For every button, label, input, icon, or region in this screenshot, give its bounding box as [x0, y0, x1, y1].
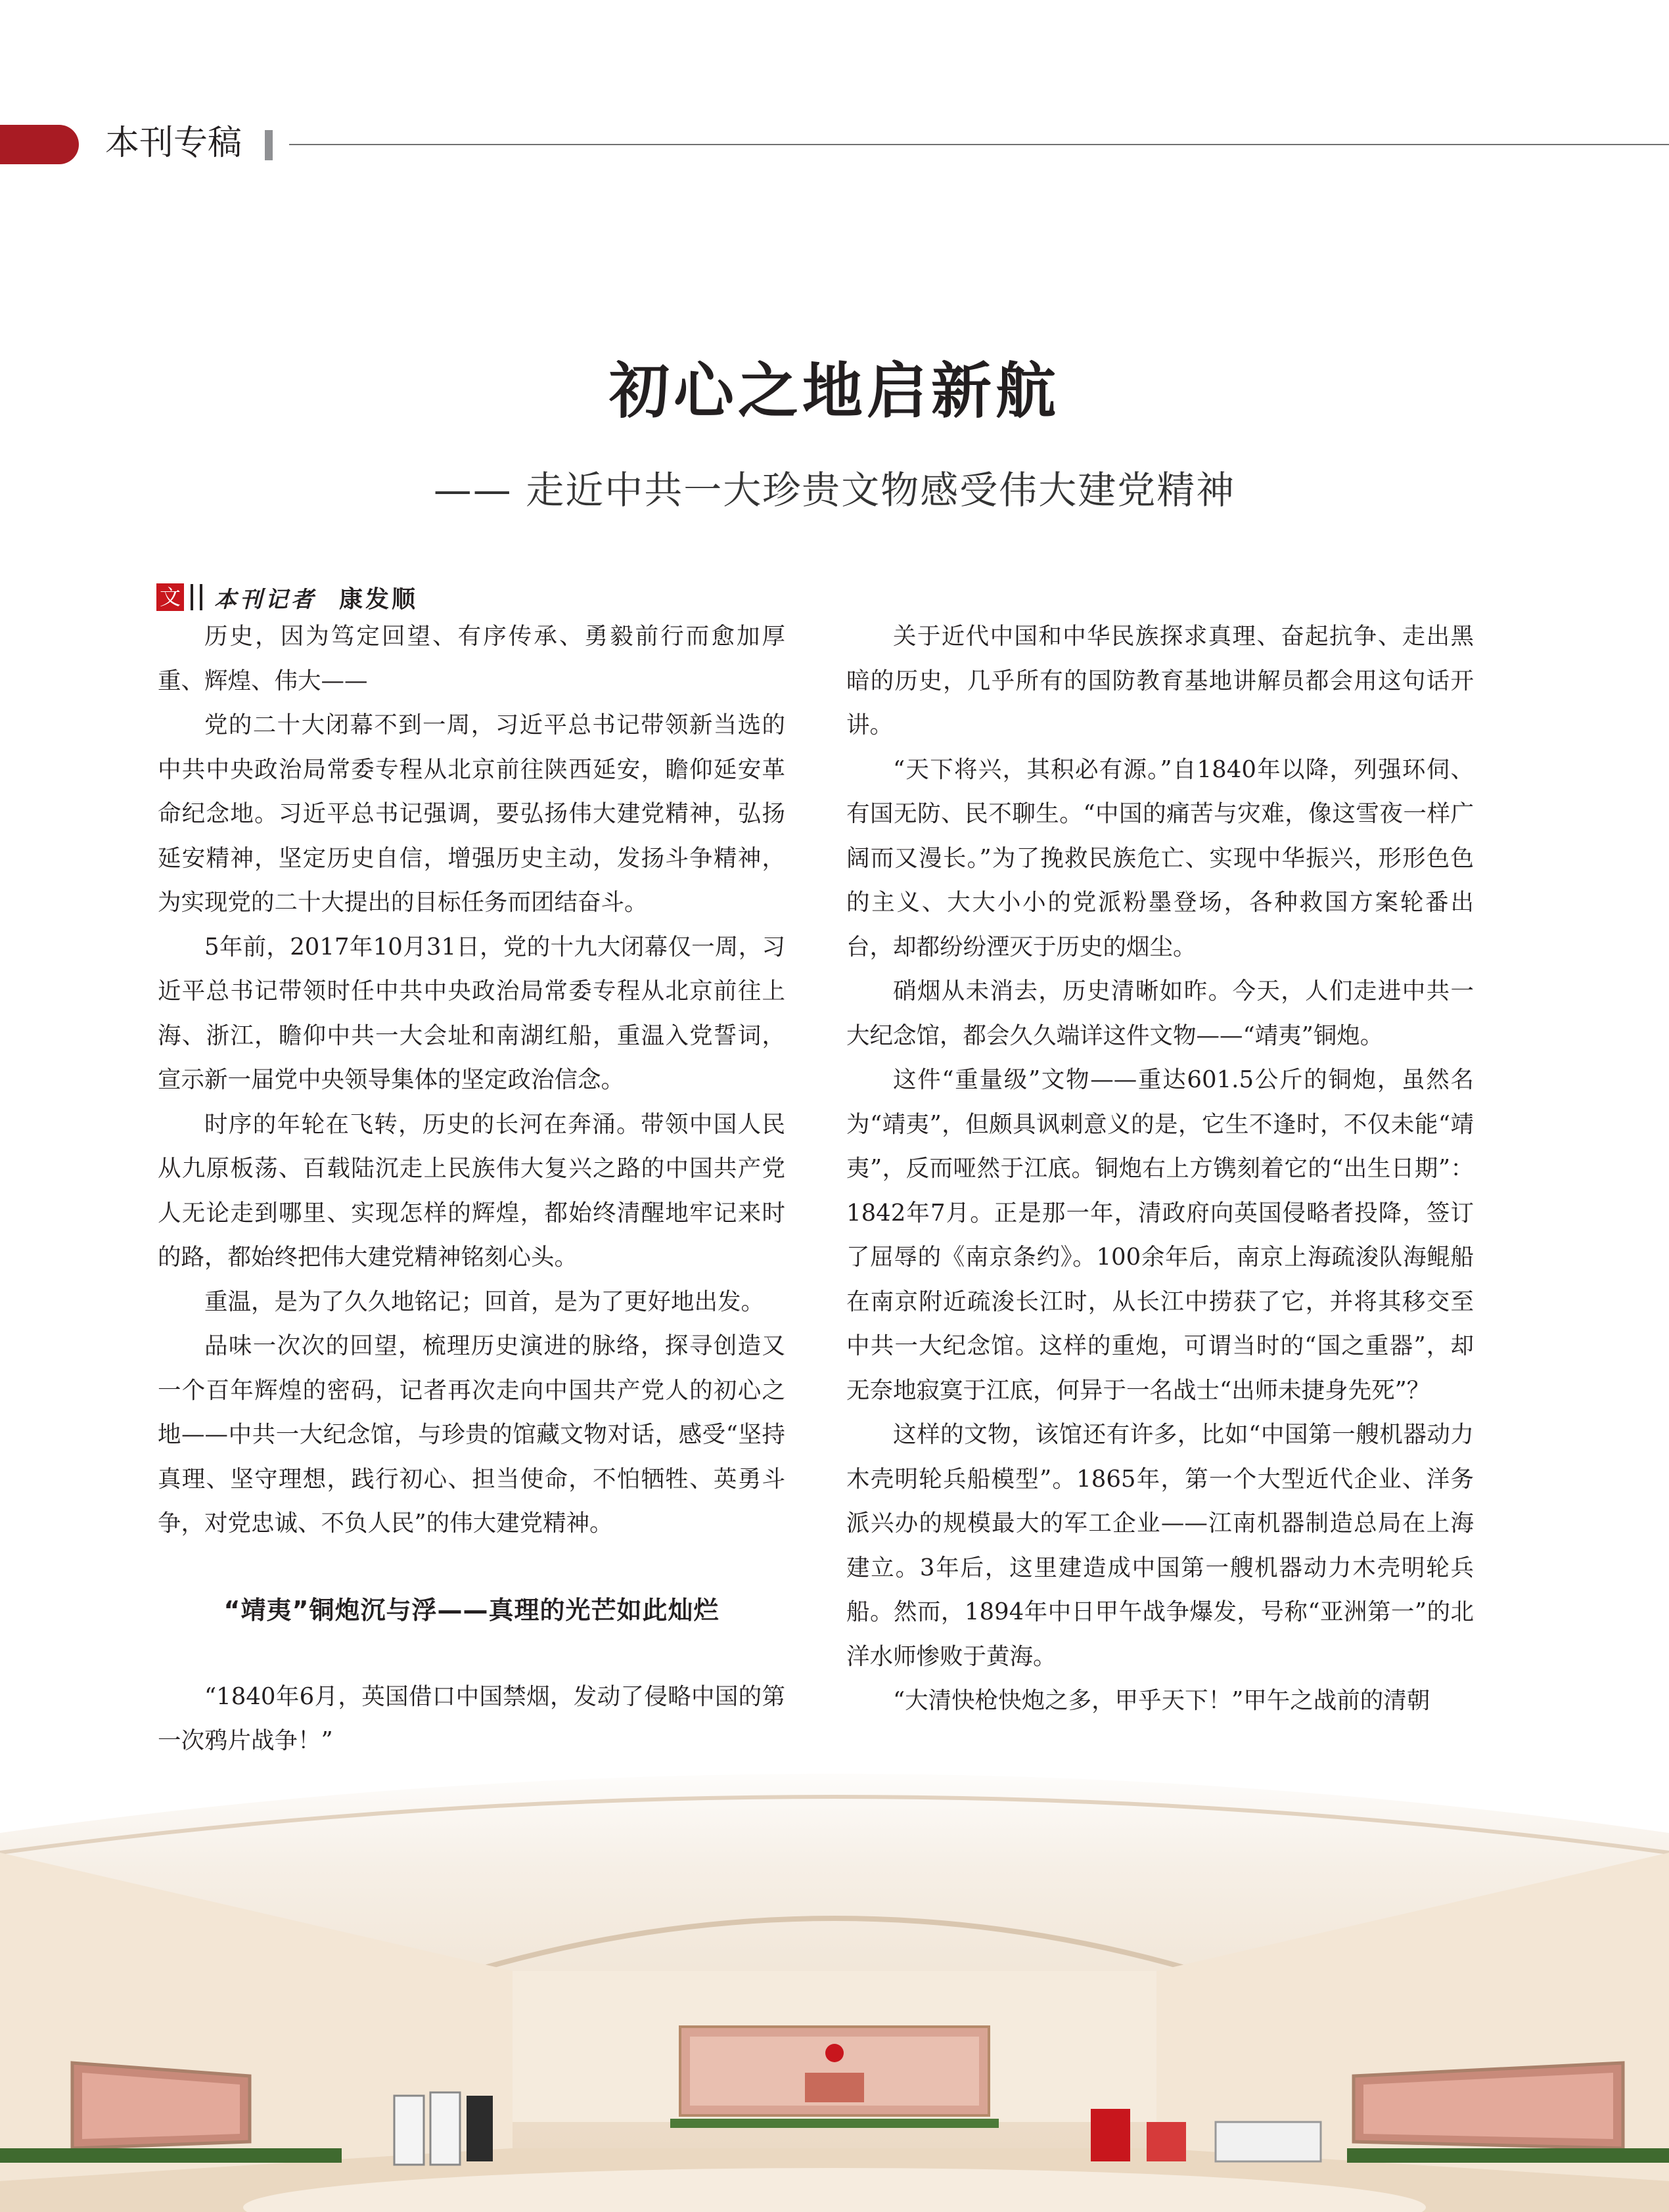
byline-divider	[191, 584, 202, 610]
paragraph: 历史，因为笃定回望、有序传承、勇毅前行而愈加厚重、辉煌、伟大——	[158, 623, 785, 694]
paragraph: “天下将兴，其积必有源。”自1840年以降，列强环伺、有国无防、民不聊生。“中国的痛苦与灾难，像这雪夜一样广阔而又漫长。”为了挽救民族危亡、实现中华振兴，形形色色的主义、大大小小的党派粉墨登场，各种救国方案轮番出台，却都纷纷湮灭于历史的烟尘。	[846, 756, 1474, 960]
text-badge-icon: 文	[156, 583, 184, 611]
header-rule	[289, 144, 1669, 145]
panoramic-hall-photo	[0, 1754, 1669, 2212]
paragraph: 品味一次次的回望，梳理历史演进的脉络，探寻创造又一个百年辉煌的密码，记者再次走向中国共产党人的初心之地——中共一大纪念馆，与珍贵的馆藏文物对话，感受“坚持真理、坚守理想，践行初心、担当使命，不怕牺牲、英勇斗争，对党忠诚、不负人民”的伟大建党精神。	[158, 1332, 785, 1537]
paragraph: 时序的年轮在飞转，历史的长河在奔涌。带领中国人民从九原板荡、百载陆沉走上民族伟大复兴之路的中国共产党人无论走到哪里、实现怎样的辉煌，都始终清醒地牢记来时的路，都始终把伟大建党精神铭刻心头。	[158, 1110, 785, 1271]
byline	[156, 581, 418, 614]
paragraph: 这件“重量级”文物——重达601.5公斤的铜炮，虽然名为“靖夷”，但颇具讽刺意义的是，它生不逢时，不仅未能“靖夷”，反而哑然于江底。铜炮右上方镌刻着它的“出生日期”：1842年7月。正是那一年，清政府向英国侵略者投降，签订了屈辱的《南京条约》。100余年后，南京上海疏浚队海鲲船在南京附近疏浚长江时，从长江中捞获了它，并将其移交至中共一大纪念馆。这样的重炮，可谓当时的“国之重器”，却无奈地寂寞于江底，何异于一名战士“出师未捷身先死”？	[846, 1066, 1474, 1404]
section-divider-bar	[265, 130, 273, 160]
paragraph: “1840年6月，英国借口中国禁烟，发动了侵略中国的第一次鸦片战争！”	[158, 1682, 785, 1754]
section-label: 本刊专稿	[105, 124, 242, 163]
paragraph: 硝烟从未消去，历史清晰如昨。今天，人们走进中共一大纪念馆，都会久久端详这件文物——“靖夷”铜炮。	[846, 978, 1474, 1049]
hall-illustration	[0, 1754, 1669, 2212]
paragraph: 关于近代中国和中华民族探求真理、奋起抗争、走出黑暗的历史，几乎所有的国防教育基地讲解员都会用这句话开讲。	[846, 623, 1474, 738]
byline-role: 本刊记者	[214, 586, 317, 613]
paragraph: 党的二十大闭幕不到一周，习近平总书记带领新当选的中共中央政治局常委专程从北京前往陕西延安，瞻仰延安革命纪念地。习近平总书记强调，要弘扬伟大建党精神，弘扬延安精神，坚定历史自信，增强历史主动，发扬斗争精神，为实现党的二十大提出的目标任务而团结奋斗。	[158, 711, 785, 916]
right-column	[846, 614, 1474, 1723]
byline-author: 康发顺	[339, 585, 419, 613]
section-heading: “靖夷”铜炮沉与浮——真理的光芒如此灿烂	[223, 1595, 720, 1625]
paragraph: 这样的文物，该馆还有许多，比如“中国第一艘机器动力木壳明轮兵船模型”。1865年，第一个大型近代企业、洋务派兴办的规模最大的军工企业——江南机器制造总局在上海建立。3年后，这里建造成中国第一艘机器动力木壳明轮兵船。然而，1894年中日甲午战争爆发，号称“亚洲第一”的北洋水师惨败于黄海。	[846, 1421, 1474, 1670]
article-title: 初心之地启新航	[608, 356, 1060, 426]
paragraph: 5年前，2017年10月31日，党的十九大闭幕仅一周，习近平总书记带领时任中共中央政治局常委专程从北京前往上海、浙江，瞻仰中共一大会址和南湖红船，重温入党誓词，宣示新一届党中央领导集体的坚定政治信念。	[158, 933, 785, 1093]
paragraph: 重温，是为了久久地铭记；回首，是为了更好地出发。	[204, 1288, 765, 1315]
article-subtitle: —— 走近中共一大珍贵文物感受伟大建党精神	[433, 468, 1236, 512]
left-column	[158, 614, 785, 1763]
section-marker-pill	[0, 125, 79, 164]
paragraph: “大清快枪快炮之多，甲乎天下！”甲午之战前的清朝	[893, 1687, 1430, 1714]
